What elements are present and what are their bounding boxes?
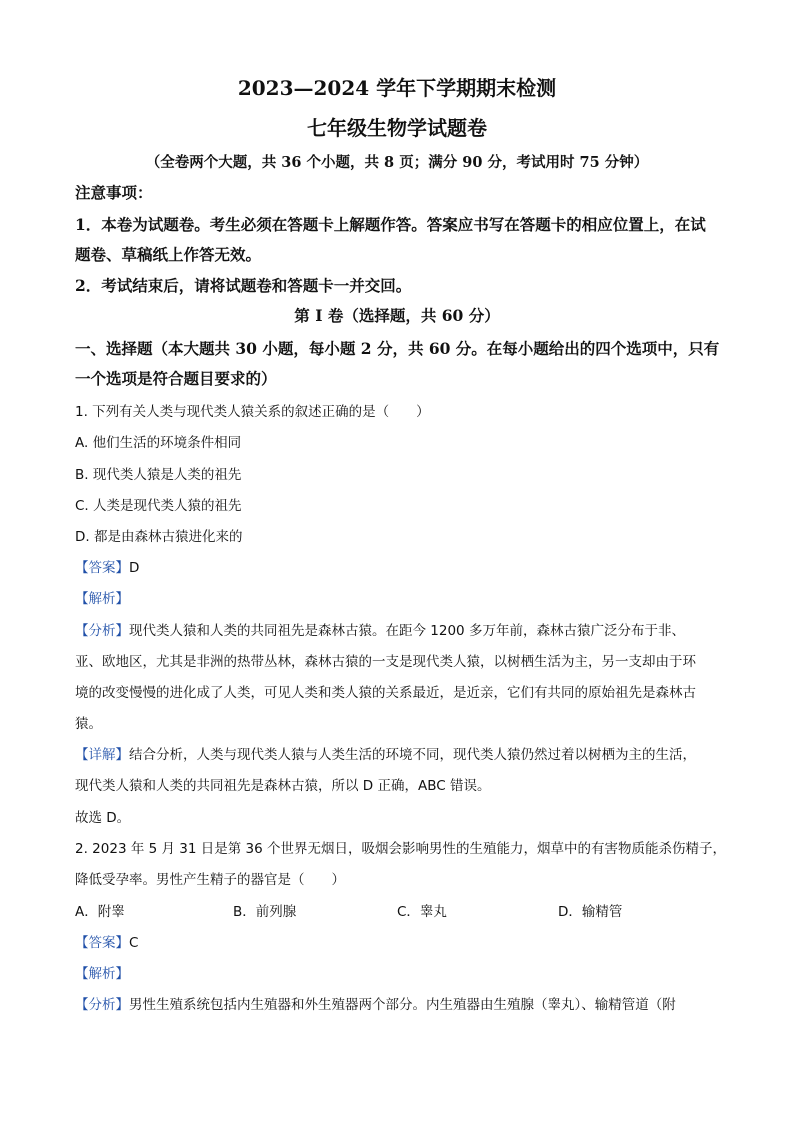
- section-title: 第 I 卷（选择题，共 60 分）: [294, 306, 500, 325]
- question-1-fenxi-line: 亚、欧地区，尤其是非洲的热带丛林，森林古猿的一支是现代类人猿，以树栖生活为主，另一支却由于环: [75, 654, 696, 670]
- question-2-answer: [75, 931, 138, 951]
- question-1-xiangjie-line: 现代类人猿和人类的共同祖先是森林古猿，所以 D 正确，ABC 错误。: [75, 778, 491, 794]
- note-item-1: 1．本卷为试题卷。考生必须在答题卡上解题作答。答案应书写在答题卡的相应位置上，在试: [75, 215, 706, 234]
- fenxi-tag: 【分析】: [75, 623, 129, 639]
- question-1-answer: [75, 556, 139, 576]
- question-1-stem: 1. 下列有关人类与现代类人猿关系的叙述正确的是（ ）: [75, 404, 430, 420]
- question-2-option-a: A．附睾: [75, 904, 125, 920]
- question-1-fenxi-line: [75, 619, 685, 639]
- question-2-fenxi-line: [75, 993, 676, 1013]
- question-1-option-c: C. 人类是现代类人猿的祖先: [75, 498, 242, 514]
- xiangjie-tag: 【详解】: [75, 747, 129, 763]
- question-1-option-d: D. 都是由森林古猿进化来的: [75, 529, 243, 545]
- question-1-xiangjie-line: [75, 743, 696, 763]
- exam-info: （全卷两个大题，共 36 个小题，共 8 页；满分 90 分，考试用时 75 分钟）: [145, 154, 649, 171]
- section-instructions-cont: 一个选项是符合题目要求的）: [75, 369, 277, 388]
- xiangjie-text: 结合分析，人类与现代类人猿与人类生活的环境不同，现代类人猿仍然过着以树栖为主的生活，: [129, 747, 696, 763]
- answer-value: C: [129, 935, 139, 951]
- notes-heading: 注意事项：: [75, 183, 153, 202]
- section-instructions: 一、选择题（本大题共 30 小题，每小题 2 分，共 60 分。在每小题给出的四个选项中，只有: [75, 339, 720, 358]
- question-2-option-b: B．前列腺: [233, 904, 297, 920]
- question-1-analysis-tag: 【解析】: [75, 591, 129, 607]
- question-2-analysis-tag: 【解析】: [75, 966, 129, 982]
- question-1-fenxi-line: 猿。: [75, 716, 102, 732]
- question-1-option-b: B. 现代类人猿是人类的祖先: [75, 467, 242, 483]
- answer-tag: 【答案】: [75, 935, 129, 951]
- answer-tag: 【答案】: [75, 560, 129, 576]
- fenxi-text: 现代类人猿和人类的共同祖先是森林古猿。在距今 1200 多万年前，森林古猿广泛分布于非、: [129, 623, 685, 639]
- question-2-stem-cont: 降低受孕率。男性产生精子的器官是（ ）: [75, 872, 345, 888]
- note-item-2: 2．考试结束后，请将试题卷和答题卡一并交回。: [75, 276, 412, 295]
- question-2-stem: 2. 2023 年 5 月 31 日是第 36 个世界无烟日，吸烟会影响男性的生殖能力，烟草中的有害物质能杀伤精子，: [75, 841, 727, 857]
- exam-subtitle: 七年级生物学试题卷: [307, 116, 487, 140]
- question-1-option-a: A. 他们生活的环境条件相同: [75, 435, 242, 451]
- question-2-option-c: C．睾丸: [397, 904, 447, 920]
- question-1-fenxi-line: 境的改变慢慢的进化成了人类，可见人类和类人猿的关系最近，是近亲，它们有共同的原始祖先是森林古: [75, 685, 696, 701]
- note-item-1-cont: 题卷、草稿纸上作答无效。: [75, 245, 262, 264]
- fenxi-tag: 【分析】: [75, 997, 129, 1013]
- question-2-option-d: D．输精管: [558, 904, 623, 920]
- answer-value: D: [129, 560, 140, 576]
- fenxi-text: 男性生殖系统包括内生殖器和外生殖器两个部分。内生殖器由生殖腺（睾丸）、输精管道（附: [129, 997, 676, 1013]
- exam-title: 2023—2024 学年下学期期末检测: [237, 76, 557, 100]
- question-1-conclusion: 故选 D。: [75, 810, 131, 826]
